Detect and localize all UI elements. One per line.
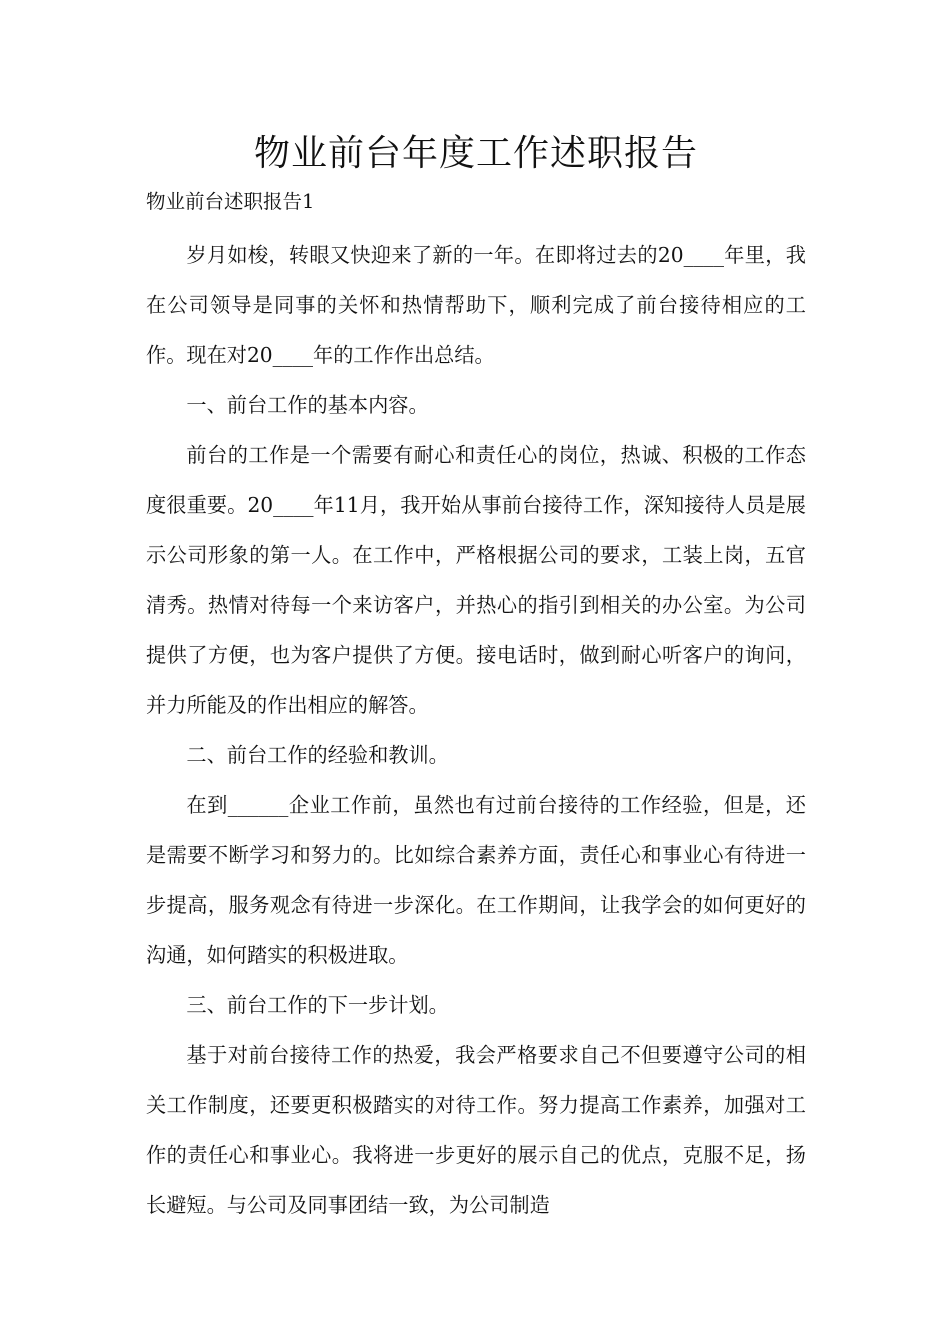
section-paragraph-2: 在到______企业工作前，虽然也有过前台接待的工作经验，但是，还是需要不断学习和努力的。比如综合素养方面，责任心和事业心有待进一步提高，服务观念有待进一步深化。在工作期间，让我学会的如何更好的沟通，如何踏实的积极进取。 xyxy=(146,793,806,967)
intro-paragraph: 岁月如梭，转眼又快迎来了新的一年。在即将过去的20____年里，我在公司领导是同事的关怀和热情帮助下，顺利完成了前台接待相应的工作。现在对20____年的工作作出总结。 xyxy=(146,243,806,367)
section-heading-1: 一、前台工作的基本内容。 xyxy=(186,393,429,417)
document-title: 物业前台年度工作述职报告 xyxy=(253,133,698,174)
section-heading-2: 二、前台工作的经验和教训。 xyxy=(186,743,449,767)
section-paragraph-1: 前台的工作是一个需要有耐心和责任心的岗位，热诚、积极的工作态度很重要。20____年11月，我开始从事前台接待工作，深知接待人员是展示公司形象的第一人。在工作中，严格根据公司的要求，工装上岗，五官清秀。热情对待每一个来访客户，并热心的指引到相关的办公室。为公司提供了方便，也为客户提供了方便。接电话时，做到耐心听客户的询问，并力所能及的作出相应的解答。 xyxy=(146,443,806,717)
document-body xyxy=(146,230,806,1230)
section-paragraph-3: 基于对前台接待工作的热爱，我会严格要求自己不但要遵守公司的相关工作制度，还要更积极踏实的对待工作。努力提高工作素养，加强对工作的责任心和事业心。我将进一步更好的展示自己的优点，克服不足，扬长避短。与公司及同事团结一致，为公司制造 xyxy=(146,1043,806,1217)
document-subtitle: 物业前台述职报告1 xyxy=(146,190,315,213)
document-page xyxy=(146,128,806,1230)
section-heading-3: 三、前台工作的下一步计划。 xyxy=(186,993,449,1017)
